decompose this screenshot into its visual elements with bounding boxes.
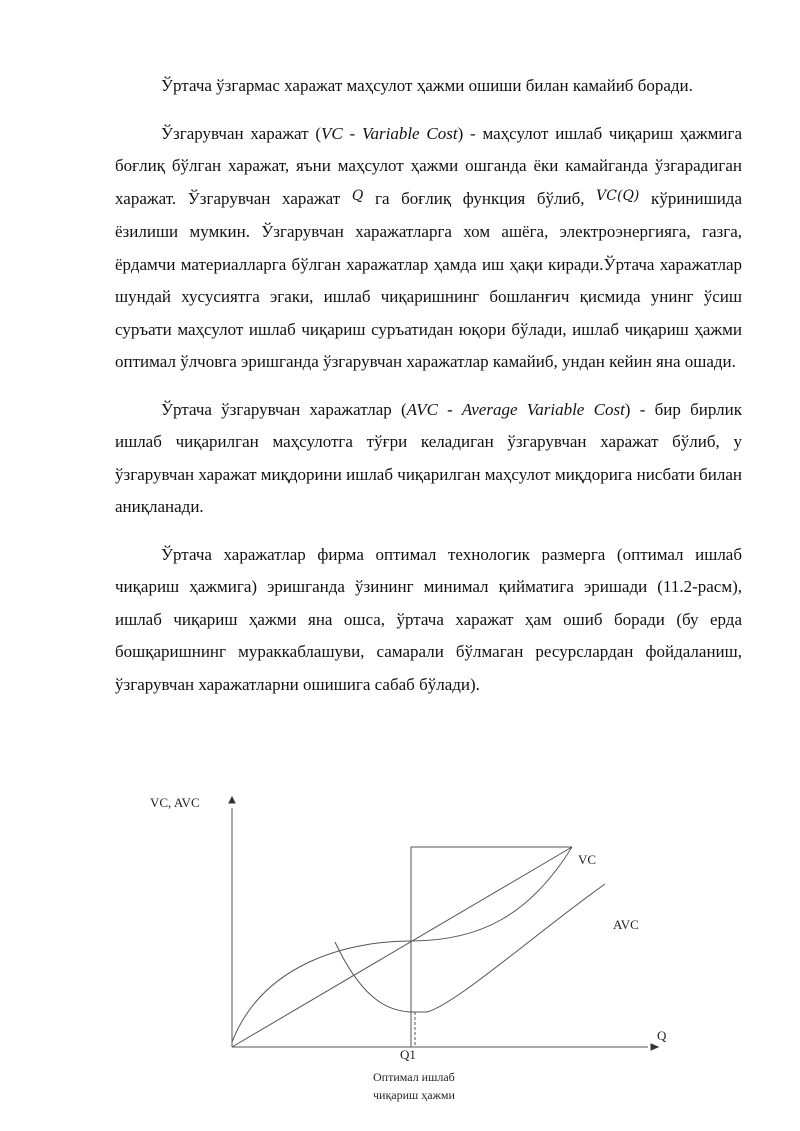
vc-curve (232, 847, 572, 1042)
vc-curve-label: VC (578, 852, 597, 867)
avc-curve-label: AVC (613, 917, 639, 932)
p2-vc-term: VC - Variable Cost (321, 123, 458, 143)
p2-text-a: Ўзгарувчан харажат ( (161, 123, 322, 143)
diagonal-line (232, 847, 572, 1047)
p2-text-c: ) - маҳсулот ишлаб чиқариш ҳажмига боғлиқ бўлган харажат, яъни маҳсулот ҳажми ошганда ёки камайганда ўзгарадиган харажат. Ўзгарувчан харажат (115, 123, 742, 208)
p2-text-d: га боғлиқ функция бўлиб, (363, 188, 597, 208)
paragraph-4: Ўртача харажатлар фирма оптимал технологик размерга (оптимал ишлаб чиқариш ҳажмига) эришганда ўзининг минимал қийматига эришади (11.2-расм), ишлаб чиқариш ҳажми яна ошса, ўртача харажат ҳам ошиб боради (бу ерда бошқаришнинг мураккаблашуви, самарали бўлмаган ресурслардан фойдаланиш, ўзгарувчан харажатларни ошишига сабаб бўлади). (115, 544, 742, 694)
q1-label: Q1 (400, 1047, 416, 1062)
x-axis-label: Q (657, 1028, 667, 1043)
figure-caption-line2: чиқариш ҳажми (373, 1088, 455, 1102)
x-axis-arrow (651, 1044, 658, 1050)
avc-curve (335, 884, 605, 1012)
q-symbol: Q (351, 187, 364, 204)
p3-text-c: ) - бир бирлик ишлаб чиқарилган маҳсулотга тўғри келадиган ўзгарувчан харажат бўлиб, у ўзгарувчан харажат миқдорини ишлаб чиқарилган маҳсулот миқдорига нисбати билан аниқланади. (115, 399, 742, 516)
paragraph-1: Ўртача ўзгармас харажат маҳсулот ҳажми ошиши билан камайиб боради. (161, 76, 693, 95)
y-axis-label: VC, AVC (150, 795, 200, 810)
y-axis-arrow (229, 797, 235, 803)
q1-frame (411, 847, 572, 1047)
vcq-formula: VC(Q) (596, 187, 640, 204)
p3-text-a: Ўртача ўзгарувчан харажатлар ( (161, 399, 407, 419)
p2-text-e: кўринишида ёзилиши мумкин. Ўзгарувчан харажатларга хом ашёга, электроэнергияга, газга, ёрдамчи материалларга бўлган харажатлар ҳамда иш ҳақи киради.Ўртача харажатлар шундай хусусиятга эгаки, ишлаб чиқаришнинг бошланғич қисмида унинг ўсиш суръати маҳсулот ишлаб чиқариш суръатидан юқори бўлади, ишлаб чиқариш ҳажми оптимал ўлчовга эришганда ўзгарувчан харажатлар камайиб, ундан кейин яна ошади. (115, 188, 742, 371)
figure-caption-line1: Оптимал ишлаб (373, 1070, 455, 1084)
p3-avc-term: AVC - Average Variable Cost (406, 399, 625, 419)
